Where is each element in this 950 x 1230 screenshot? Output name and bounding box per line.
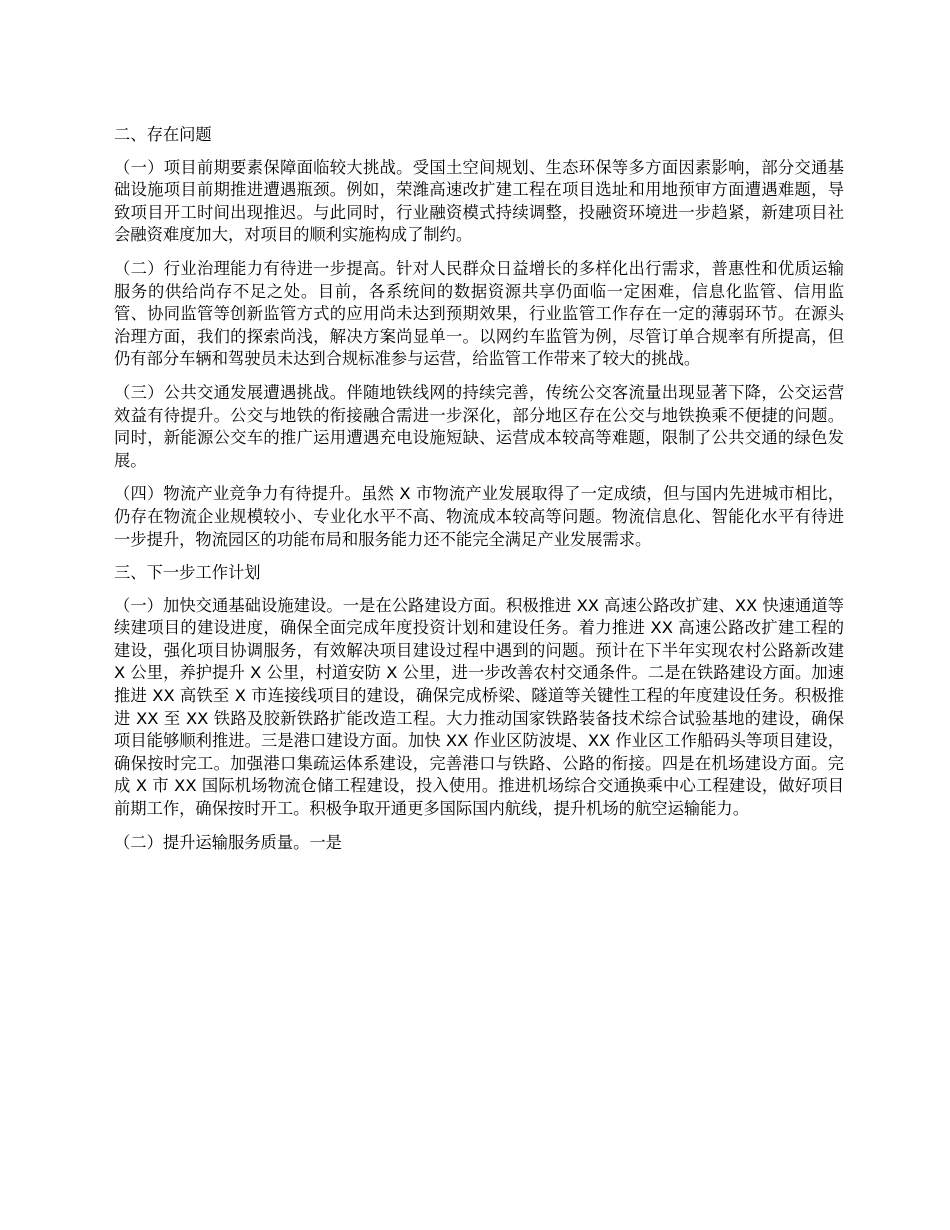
- paragraph-public-transport: （三）公共交通发展遭遇挑战。伴随地铁线网的持续完善，传统公交客流量出现显著下降，公交运营效益有待提升。公交与地铁的衔接融合需进一步深化，部分地区存在公交与地铁换乘不便捷的问题。同时，新能源公交车的推广运用遭遇充电设施短缺、运营成本较高等难题，限制了公共交通的绿色发展。: [114, 382, 844, 470]
- paragraph-project-preliminary: （一）项目前期要素保障面临较大挑战。受国土空间规划、生态环保等多方面因素影响，部分交通基础设施项目前期推进遭遇瓶颈。例如，荣潍高速改扩建工程在项目选址和用地预审方面遭遇难题，导致项目开工时间出现推迟。与此同时，行业融资模式持续调整，投融资环境进一步趋紧，新建项目社会融资难度加大，对项目的顺利实施构成了制约。: [114, 157, 844, 245]
- paragraph-logistics-industry: （四）物流产业竞争力有待提升。虽然 X 市物流产业发展取得了一定成绩，但与国内先进城市相比，仍存在物流企业规模较小、专业化水平不高、物流成本较高等问题。物流信息化、智能化水平有待进一步提升，物流园区的功能布局和服务能力还不能完全满足产业发展需求。: [114, 484, 844, 549]
- paragraph-industry-governance: （二）行业治理能力有待进一步提高。针对人民群众日益增长的多样化出行需求，普惠性和优质运输服务的供给尚存不足之处。目前，各系统间的数据资源共享仍面临一定困难，信息化监管、信用监管、协同监管等创新监管方式的应用尚未达到预期效果，行业监管工作存在一定的薄弱环节。在源头治理方面，我们的探索尚浅，解决方案尚显单一。以网约车监管为例，尽管订单合规率有所提高，但仍有部分车辆和驾驶员未达到合规标准参与运营，给监管工作带来了较大的挑战。: [114, 258, 844, 369]
- paragraph-transport-service-quality: （二）提升运输服务质量。一是: [114, 832, 342, 852]
- paragraph-infrastructure-construction: （一）加快交通基础设施建设。一是在公路建设方面。积极推进 XX 高速公路改扩建、XX 快速通道等续建项目的建设进度，确保全面完成年度投资计划和建设任务。着力推进 XX 高速公路改扩建工程的建设，强化项目协调服务，有效解决项目建设过程中遇到的问题。预计在下半年实现农村公路新改建 X 公里，养护提升 X 公里，村道安防 X 公里，进一步改善农村交通条件。二是在铁路建设方面。加速推进 XX 高铁至 X 市连接线项目的建设，确保完成桥梁、隧道等关键性工程的年度建设任务。积极推进 XX 至 XX 铁路及胶新铁路扩能改造工程。大力推动国家铁路装备技术综合试验基地的建设，确保项目能够顺利推进。三是港口建设方面。加快 XX 作业区防波堤、XX 作业区工作船码头等项目建设，确保按时完工。加强港口集疏运体系建设，完善港口与铁路、公路的衔接。四是在机场建设方面。完成 X 市 XX 国际机场物流仓储工程建设，投入使用。推进机场综合交通换乘中心工程建设，做好项目前期工作，确保按时开工。积极争取开通更多国际国内航线，提升机场的航空运输能力。: [114, 595, 844, 819]
- document-page: [114, 124, 844, 865]
- section-heading-next-steps: 三、下一步工作计划: [114, 563, 261, 583]
- section-heading-problems: 二、存在问题: [114, 125, 212, 144]
